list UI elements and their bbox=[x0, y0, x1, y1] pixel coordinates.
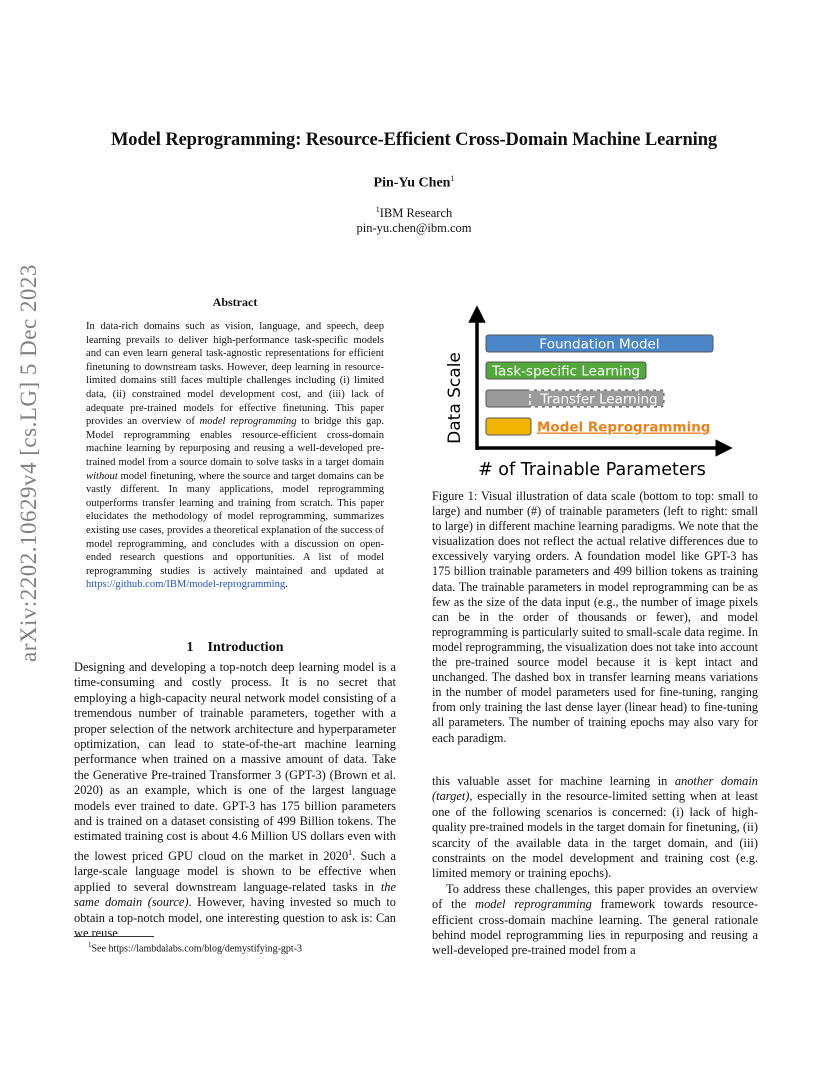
right-column-text bbox=[432, 774, 758, 959]
github-link[interactable]: https://github.com/IBM/model-reprogramming bbox=[86, 579, 286, 591]
abstract-emphasis: without bbox=[86, 470, 118, 482]
author-superscript: 1 bbox=[450, 174, 455, 183]
abstract-text: . bbox=[285, 579, 288, 591]
section-title: Introduction bbox=[207, 640, 284, 655]
intro-text: . Such a large-scale language model is shown to be effective when applied to several downstream language-related tasks in bbox=[74, 849, 396, 894]
footnote-mark: 1 bbox=[88, 941, 92, 949]
body-text: To address these challenges, this paper provides an overview of the bbox=[432, 881, 758, 912]
body-text: framework towards resource-efficient cross-domain machine learning. The general rationale behind model reprogramming lies in repurposing and reusing a well-developed pre-trained model from a bbox=[432, 897, 759, 958]
paradigm-label: Model Reprogramming bbox=[537, 419, 711, 436]
body-emphasis: model reprogramming bbox=[475, 897, 592, 912]
abstract-body bbox=[86, 320, 384, 592]
abstract-text: to bridge this gap. Model reprogramming enables resource-efficient cross-domain machine learning by repurposing and reusing a well-developed pre-trained model from a source domain to solve tasks in a target domain bbox=[86, 416, 384, 468]
intro-text: . However, having invested so much to obtain a top-notch model, one interesting question to ask is: Can we reuse bbox=[74, 895, 396, 941]
affiliation-line bbox=[0, 202, 828, 221]
author-email: pin-yu.chen@ibm.com bbox=[356, 221, 472, 236]
abstract-text: In data-rich domains such as vision, language, and speech, deep learning prevails to deliver high-performance task-specific models and can even learn general task-agnostic representations for efficient finetuning to downstream tasks. However, deep learning in resource-limited domains still faces multiple challenges including (i) limited data, (ii) constrained model development cost, and (iii) lack of adequate pre-trained models for effective finetuning. This paper provides an overview of bbox=[86, 321, 384, 428]
paradigm-label: Foundation Model bbox=[539, 336, 660, 353]
paradigm-label: Task-specific Learning bbox=[492, 363, 640, 380]
intro-emphasis: the same domain (source) bbox=[74, 879, 396, 910]
footnote-rule bbox=[74, 936, 154, 937]
abstract-emphasis: model reprogramming bbox=[199, 416, 297, 428]
footnote bbox=[88, 941, 302, 954]
arxiv-identifier: arXiv:2202.10629v4 [cs.LG] 5 Dec 2023 bbox=[16, 264, 41, 662]
body-emphasis: another domain (target) bbox=[432, 774, 758, 804]
paradigm-label: Transfer Learning bbox=[540, 391, 658, 408]
abstract-text: model finetuning, where the source and target domains can be vastly different. In many applications, model reprogramming outperforms transfer learning and training from scratch. This paper elucidates the methodology of model reprogramming, summarizes existing use cases, provides a theoretical explanation of the success of model reprogramming, and concludes with a discussion on open-ended research questions and opportunities. A list of model reprogramming studies is actively maintained and updated at bbox=[86, 470, 384, 577]
affiliation-superscript: 1 bbox=[375, 205, 380, 214]
y-axis-label: Data Scale bbox=[445, 352, 465, 444]
footnote-marker: 1 bbox=[348, 847, 353, 857]
body-text: this valuable asset for machine learning in bbox=[432, 774, 675, 788]
figure-1-diagram bbox=[432, 300, 758, 482]
section-number: 1 bbox=[186, 640, 194, 655]
paragraph bbox=[432, 774, 758, 882]
abstract-heading: Abstract bbox=[212, 295, 258, 309]
introduction-paragraph bbox=[74, 660, 396, 941]
affiliation-block bbox=[0, 202, 828, 236]
figure-caption: Figure 1: Visual illustration of data scale (bottom to top: small to large) and number (#) of trainable parameters (left to right: small to large) in different machine learning paradigms. We note that the visualization does not reflect the actual relative differences due to excessively varying orders. A foundation model like GPT-3 has 175 billion trainable parameters and 499 billion tokens as training data. The trainable parameters in model reprogramming can be as few as the size of the data input (e.g., the number of image pixels can be in the order of thousands or fewer), and model reprogramming is particularly suited to small-scale data regime. In model reprogramming, the visualization does not take into account the pre-trained source model because it is kept intact and unchanged. The dashed box in transfer learning means variations in the number of model parameters used for fine-tuning, ranging from only training the last dense layer (linear head) to fine-tuning all parameters. The number of training epochs may also vary for each paradigm. bbox=[432, 489, 758, 745]
author-text: Pin-Yu Chen bbox=[373, 175, 451, 191]
affiliation: IBM Research bbox=[379, 206, 453, 221]
footnote-text: See https://lambdalabs.com/blog/demystifying-gpt-3 bbox=[91, 943, 303, 955]
paper-title: Model Reprogramming: Resource-Efficient Cross-Domain Machine Learning bbox=[110, 130, 718, 150]
x-axis-label: # of Trainable Parameters bbox=[478, 460, 706, 480]
author-name bbox=[0, 174, 828, 192]
section-heading bbox=[74, 640, 396, 656]
paradigm-bar bbox=[486, 418, 531, 435]
paradigm-bars bbox=[486, 335, 713, 436]
paragraph bbox=[432, 882, 758, 959]
body-text: , especially in the resource-limited setting when at least one of the following scenarios is concerned: (i) lack of high-quality pre-trained models in the target domain for finetuning, (ii) scarcity of the available data in the target domain, and (iii) constraints on the model development and training cost (e.g. limited memory or training epochs). bbox=[432, 789, 758, 881]
intro-text: Designing and developing a top-notch deep learning model is a time-consuming and costly process. It is no secret that employing a high-capacity neural network model consisting of a tremendous number of trainable parameters, together with a proper selection of the network architecture and hyperparameter optimization, can lead to state-of-the-art machine learning performance when trained on a massive amount of data. Take the Generative Pre-trained Transformer 3 (GPT-3) (Brown et al. 2020) as an example, which is one of the largest language models ever trained to date. GPT-3 has 175 billion parameters and is trained on a dataset consisting of 499 Billion tokens. The estimated training cost is about 4.6 Million US dollars even with the lowest priced GPU cloud on the market in 2020 bbox=[74, 660, 396, 863]
